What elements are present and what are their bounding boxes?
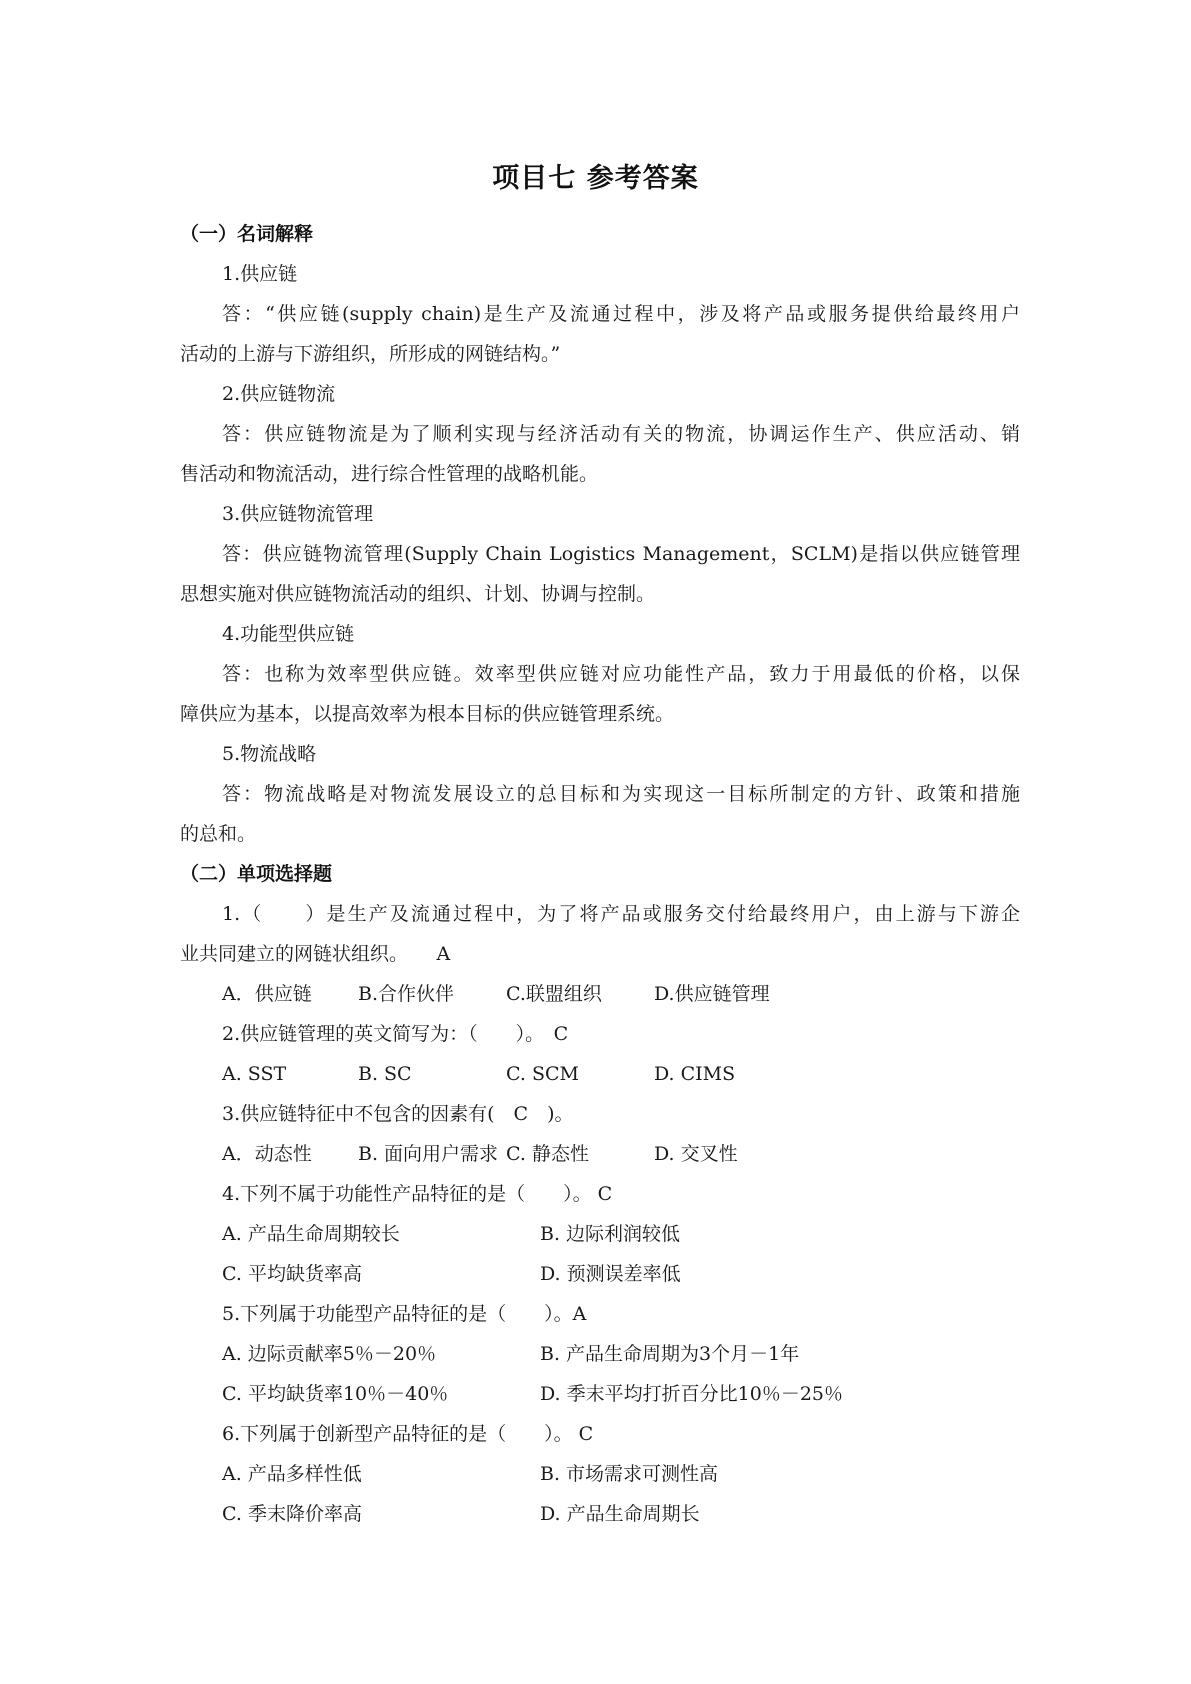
option-d: D. 产品生命周期长 [540,1503,700,1525]
option-a: A．动态性 [222,1143,312,1165]
option-b: B. 市场需求可测性高 [540,1463,719,1485]
option-c: C. SCM [506,1063,579,1085]
question-line: 4.下列不属于功能性产品特征的是（ ）。 C [222,1183,613,1205]
page-title: 项目七 参考答案 [492,163,699,194]
question-line: 1.（ ）是生产及流通过程中，为了将产品或服务交付给最终用户，由上游与下游企 [222,903,1020,925]
option-d: D. 交叉性 [654,1143,738,1165]
question-options [180,1494,1020,1534]
section-heading-terms: （一）名词解释 [180,223,314,245]
option-b: B.合作伙伴 [358,983,455,1005]
option-a: A. 边际贡献率5％－20％ [222,1343,437,1365]
question-line: 业共同建立的网链状组织。 A [180,943,451,965]
term-answer-line: 答：供应链物流是为了顺利实现与经济活动有关的物流，协调运作生产、供应活动、销 [222,423,1020,445]
option-b: B. 面向用户需求 [358,1143,499,1165]
question-line: 5.下列属于功能型产品特征的是（ ）。A [222,1303,587,1325]
option-b: B. SC [358,1063,412,1085]
question-line: 6.下列属于创新型产品特征的是（ ）。 C [222,1423,594,1445]
option-c: C. 平均缺货率高 [222,1263,362,1285]
term-answer-line: 答：物流战略是对物流发展设立的总目标和为实现这一目标所制定的方针、政策和措施 [222,783,1020,805]
option-a: A. 产品生命周期较长 [222,1223,400,1245]
question-line: 2.供应链管理的英文简写为：（ ）。 C [222,1023,569,1045]
option-a: A. SST [222,1063,287,1085]
question-options [180,1054,1020,1094]
option-b: B. 产品生命周期为3个月－1年 [540,1343,800,1365]
question-options [180,1214,1020,1254]
term-answer-line: 售活动和物流活动，进行综合性管理的战略机能。 [180,463,599,485]
option-a: A．供应链 [222,983,312,1005]
question-line: 3.供应链特征中不包含的因素有( C )。 [222,1103,574,1125]
option-d: D. CIMS [654,1063,736,1085]
question-options [180,974,1020,1014]
section-heading-choice: （二）单项选择题 [180,863,333,885]
term-answer-line: 答：“供应链(supply chain)是生产及流通过程中，涉及将产品或服务提供给最终用户 [222,303,1020,325]
term-title: 3.供应链物流管理 [222,503,374,525]
option-a: A. 产品多样性低 [222,1463,362,1485]
question-options [180,1374,1020,1414]
term-title: 5.物流战略 [222,743,317,765]
term-title: 2.供应链物流 [222,383,336,405]
option-c: C. 平均缺货率10％－40％ [222,1383,449,1405]
term-answer-line: 思想实施对供应链物流活动的组织、计划、协调与控制。 [180,583,656,605]
term-answer-line: 的总和。 [180,823,257,845]
term-answer-line: 活动的上游与下游组织，所形成的网链结构。” [180,343,561,365]
term-title: 1.供应链 [222,263,298,285]
option-c: C. 静态性 [506,1143,589,1165]
term-answer-line: 答：供应链物流管理(Supply Chain Logistics Management，SCLM)是指以供应链管理 [222,543,1020,565]
option-b: B. 边际利润较低 [540,1223,681,1245]
term-title: 4.功能型供应链 [222,623,355,645]
option-d: D. 预测误差率低 [540,1263,681,1285]
option-d: D.供应链管理 [654,983,770,1005]
question-options [180,1454,1020,1494]
option-c: C.联盟组织 [506,983,602,1005]
question-options [180,1334,1020,1374]
document-body [180,214,1020,1534]
term-answer-line: 答：也称为效率型供应链。效率型供应链对应功能性产品，致力于用最低的价格，以保 [222,663,1020,685]
option-c: C. 季末降价率高 [222,1503,362,1525]
question-options [180,1134,1020,1174]
term-answer-line: 障供应为基本，以提高效率为根本目标的供应链管理系统。 [180,703,675,725]
question-options [180,1254,1020,1294]
option-d: D. 季末平均打折百分比10％－25％ [540,1383,843,1405]
